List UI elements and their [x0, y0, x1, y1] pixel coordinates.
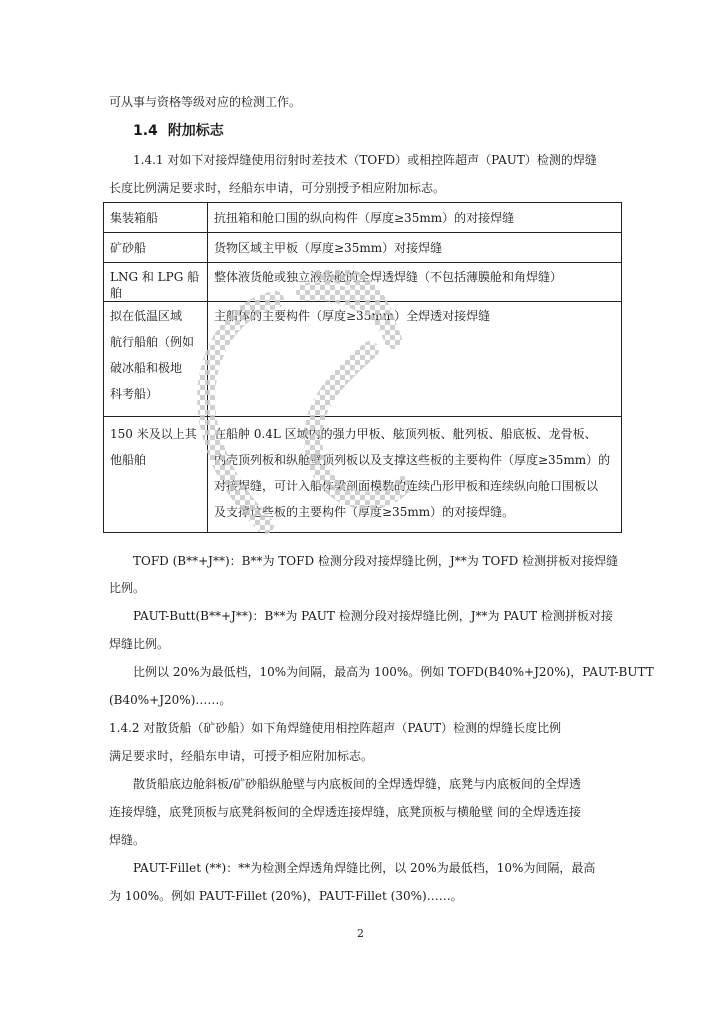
para-1-4-2-line-1: 1.4.2 对散货船（矿砂船）如下角焊缝使用相控阵超声（PAUT）检测的焊缝长度比例 [109, 721, 562, 735]
intro-line: 可从事与资格等级对应的检测工作。 [109, 95, 302, 109]
paut-butt-line-2: 焊缝比例。 [109, 637, 170, 651]
cell-line: 抗扭箱和舱口围的纵向构件（厚度≥35mm）的对接焊缝 [214, 211, 515, 225]
cell-line: 及支撑这些板的主要构件（厚度≥35mm）的对接焊缝。 [214, 505, 515, 519]
cell-line: 矿砂船 [110, 241, 147, 255]
cell-line: 主船体的主要构件（厚度≥35mm）全焊透对接焊缝 [214, 309, 491, 323]
weld-description-cell [208, 263, 622, 302]
cell-line: 他船舶 [110, 453, 147, 467]
paut-butt-line-1: PAUT-Butt(B**+J**)：B**为 PAUT 检测分段对接焊缝比例，J**为 PAUT 检测拼板对接 [133, 609, 613, 623]
table-row [104, 263, 622, 302]
weld-description-cell [208, 203, 622, 233]
ship-type-cell [104, 233, 208, 263]
section-title: 附加标志 [167, 123, 224, 139]
cell-line: 在船舯 0.4L 区域内的强力甲板、舷顶列板、舭列板、船底板、龙骨板、 [214, 427, 597, 441]
ship-type-cell [104, 263, 208, 302]
cell-line: 150 米及以上其 [110, 427, 197, 441]
para-1-4-1-line-2: 长度比例满足要求时，经船东申请，可分别授予相应附加标志。 [109, 181, 446, 195]
bulk-carrier-line-2: 连接焊缝，底凳顶板与底凳斜板间的全焊透连接焊缝，底凳顶板与横舱壁 间的全焊透连接 [109, 805, 581, 819]
para-1-4-2-line-2: 满足要求时，经船东申请，可授予相应附加标志。 [109, 749, 374, 763]
paut-fillet-line-1: PAUT-Fillet (**)：**为检测全焊透角焊缝比例，以 20%为最低档，10%为间隔，最高 [133, 861, 596, 875]
weld-description-cell [208, 302, 622, 417]
table-row [104, 203, 622, 233]
table-row [104, 417, 622, 533]
bulk-carrier-line-3: 焊缝。 [109, 833, 146, 847]
table-row [104, 233, 622, 263]
ship-type-cell [104, 302, 208, 417]
cell-line: 拟在低温区域 [110, 309, 183, 323]
ratio-line-1: 比例以 20%为最低档，10%为间隔，最高为 100%。例如 TOFD(B40%+J20%)，PAUT-BUTT [133, 665, 654, 679]
para-1-4-1-line-1: 1.4.1 对如下对接焊缝使用衍射时差技术（TOFD）或相控阵超声（PAUT）检测的焊缝 [133, 153, 597, 167]
section-heading [133, 120, 234, 140]
ship-type-cell [104, 203, 208, 233]
cell-line: 破冰船和极地 [110, 361, 183, 375]
bulk-carrier-line-1: 散货船底边舱斜板/矿砂船纵舱壁与内底板间的全焊透焊缝，底凳与内底板间的全焊透 [133, 777, 582, 791]
page-number: 2 [357, 927, 364, 940]
tofd-notation-line-1: TOFD (B**+J**)：B**为 TOFD 检测分段对接焊缝比例，J**为 TOFD 检测拼板对接焊缝 [133, 554, 619, 568]
cell-line: 航行船舶（例如 [110, 335, 195, 349]
table-row [104, 302, 622, 417]
cell-line: 科考船） [110, 387, 159, 401]
cell-line: LNG 和 LPG 船舶 [110, 270, 200, 300]
tofd-notation-line-2: 比例。 [109, 581, 146, 595]
weld-description-cell [208, 417, 622, 533]
cell-line: 整体液货舱或独立液货舱的全焊透焊缝（不包括薄膜舱和角焊缝） [214, 270, 563, 284]
cell-line: 对接焊缝，可计入船体梁剖面模数的连续凸形甲板和连续纵向舱口围板以 [214, 479, 599, 493]
notation-table [103, 202, 622, 533]
ratio-line-2: (B40%+J20%)……。 [109, 693, 232, 707]
section-number: 1.4 [133, 123, 158, 139]
cell-line: 货物区域主甲板（厚度≥35mm）对接焊缝 [214, 241, 443, 255]
weld-description-cell [208, 233, 622, 263]
ship-type-cell [104, 417, 208, 533]
cell-line: 集装箱船 [110, 211, 159, 225]
paut-fillet-line-2: 为 100%。例如 PAUT-Fillet (20%)，PAUT-Fillet (30%)……。 [109, 889, 463, 903]
cell-line: 内壳顶列板和纵舱壁顶列板以及支撑这些板的主要构件（厚度≥35mm）的 [214, 453, 611, 467]
